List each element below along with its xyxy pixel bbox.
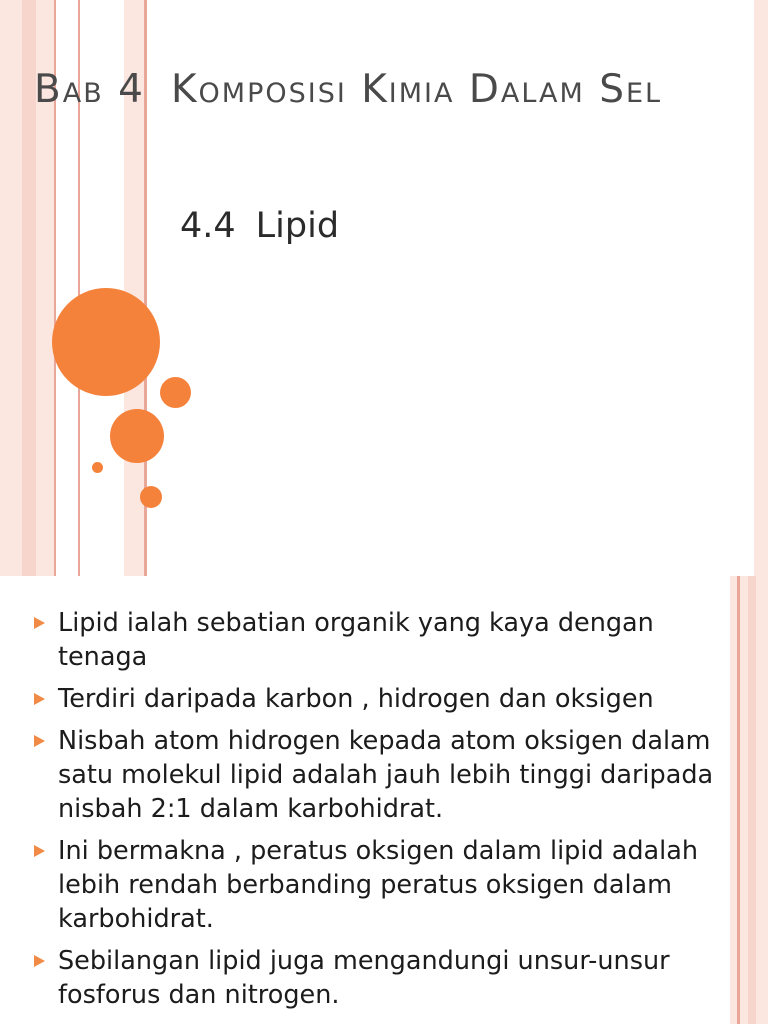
stripe-decoration <box>754 0 768 576</box>
slide-title-heading <box>34 62 754 118</box>
orange-circle-decoration <box>160 377 191 408</box>
bullet-text: Sebilangan lipid juga mengandungi unsur-unsur fosforus dan nitrogen. <box>58 946 670 1010</box>
orange-circle-decoration <box>110 409 164 463</box>
bullet-list <box>34 606 724 1020</box>
stripe-decoration <box>730 576 737 1024</box>
bullet-text: Lipid ialah sebatian organik yang kaya dengan tenaga <box>58 608 654 672</box>
bullet-item <box>34 724 724 826</box>
orange-circle-decoration <box>52 288 160 396</box>
stripe-decoration <box>740 576 748 1024</box>
bullet-item <box>34 834 724 936</box>
stripe-decoration <box>0 0 22 576</box>
bullet-text: Terdiri daripada karbon , hidrogen dan oksigen <box>58 684 654 714</box>
bullet-item <box>34 682 724 716</box>
orange-circle-decoration <box>92 462 103 473</box>
bullet-text: Nisbah atom hidrogen kepada atom oksigen dalam satu molekul lipid adalah jauh lebih tinggi daripada nisbah 2:1 dalam karbohidrat. <box>58 726 714 824</box>
bullet-item <box>34 944 724 1012</box>
title-chapter: Bab 4 <box>34 67 145 112</box>
arrow-bullet-icon <box>34 955 45 967</box>
stripe-decoration <box>756 576 768 1024</box>
subtitle-text: Lipid <box>255 206 340 246</box>
arrow-bullet-icon <box>34 735 45 747</box>
slide-subtitle <box>180 204 339 248</box>
arrow-bullet-icon <box>34 617 45 629</box>
title-topic: Komposisi Kimia Dalam Sel <box>170 67 663 112</box>
bullet-item <box>34 606 724 674</box>
subtitle-number: 4.4 <box>180 206 236 246</box>
bullet-text: Ini bermakna , peratus oksigen dalam lipid adalah lebih rendah berbanding peratus oksigen dalam karbohidrat. <box>58 836 699 934</box>
stripe-decoration <box>748 576 756 1024</box>
slide-content <box>0 576 768 1024</box>
arrow-bullet-icon <box>34 693 45 705</box>
orange-circle-decoration <box>140 486 162 508</box>
arrow-bullet-icon <box>34 845 45 857</box>
